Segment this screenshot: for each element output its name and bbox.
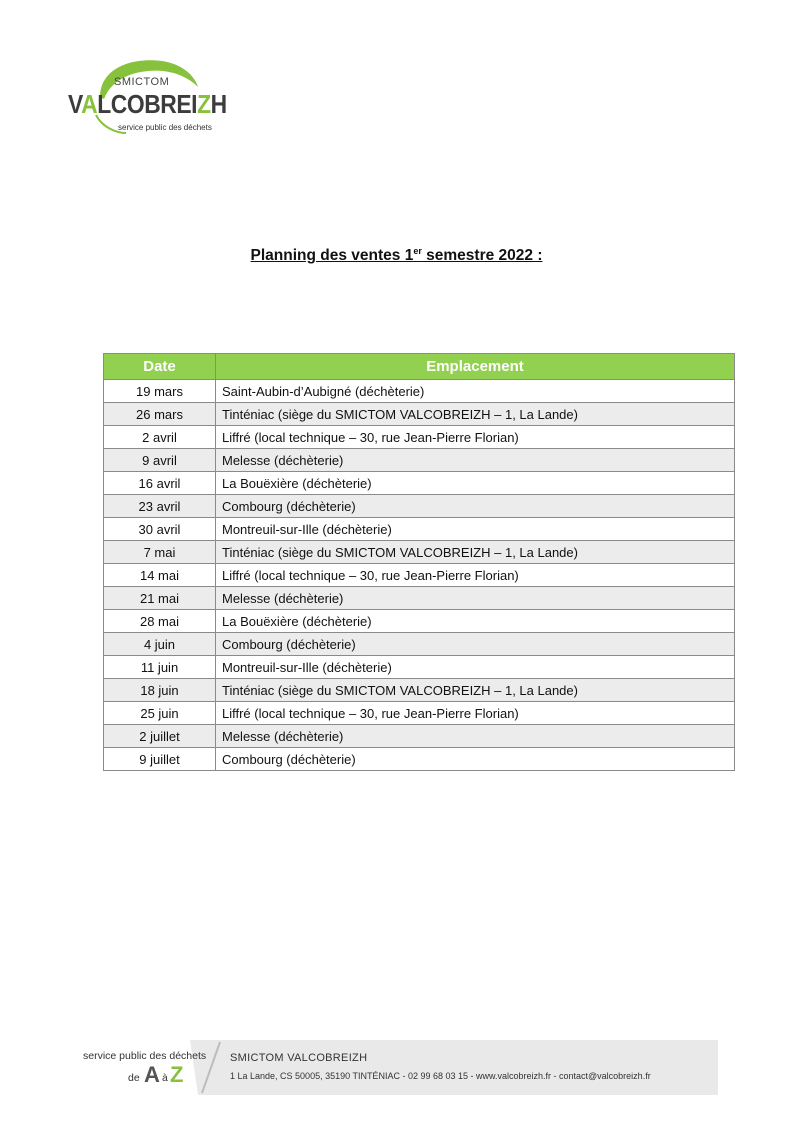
- row-date: 2 avril: [104, 426, 216, 449]
- table-row: [104, 449, 735, 472]
- row-date: 9 juillet: [104, 748, 216, 771]
- logo-smictom-text: SMICTOM: [114, 76, 170, 88]
- page-footer: [60, 1040, 718, 1095]
- row-date: 14 mai: [104, 564, 216, 587]
- row-date: 18 juin: [104, 679, 216, 702]
- row-location: Tinténiac (siège du SMICTOM VALCOBREIZH – 1, La Lande): [216, 679, 735, 702]
- row-location: Tinténiac (siège du SMICTOM VALCOBREIZH – 1, La Lande): [216, 403, 735, 426]
- row-date: 7 mai: [104, 541, 216, 564]
- row-location: La Bouëxière (déchèterie): [216, 472, 735, 495]
- table-row: [104, 702, 735, 725]
- logo-tagline: service public des déchets: [118, 123, 212, 132]
- table-row: [104, 518, 735, 541]
- row-location: Combourg (déchèterie): [216, 495, 735, 518]
- column-header-location: Emplacement: [216, 354, 735, 380]
- row-date: 11 juin: [104, 656, 216, 679]
- footer-tagline: service public des déchets: [83, 1050, 207, 1062]
- table-row: [104, 403, 735, 426]
- logo-brand-name: VALCOBREIZH: [68, 89, 227, 119]
- row-date: 25 juin: [104, 702, 216, 725]
- table-row: [104, 656, 735, 679]
- footer-address: 1 La Lande, CS 50005, 35190 TINTÉNIAC - 02 99 68 03 15 - www.valcobreizh.fr - contact@valcobreizh.fr: [230, 1071, 651, 1081]
- row-date: 21 mai: [104, 587, 216, 610]
- table-row: [104, 472, 735, 495]
- footer-divider-icon: [190, 1040, 230, 1095]
- table-row: [104, 495, 735, 518]
- table-row: [104, 587, 735, 610]
- table-row: [104, 610, 735, 633]
- row-date: 19 mars: [104, 380, 216, 403]
- row-date: 2 juillet: [104, 725, 216, 748]
- row-location: Combourg (déchèterie): [216, 748, 735, 771]
- row-date: 4 juin: [104, 633, 216, 656]
- column-header-date: Date: [104, 354, 216, 380]
- table-row: [104, 564, 735, 587]
- sales-schedule-table: [103, 353, 735, 771]
- row-location: Liffré (local technique – 30, rue Jean-Pierre Florian): [216, 564, 735, 587]
- table-row: [104, 541, 735, 564]
- row-date: 28 mai: [104, 610, 216, 633]
- footer-letter-z: Z: [170, 1062, 184, 1087]
- row-location: Combourg (déchèterie): [216, 633, 735, 656]
- row-date: 30 avril: [104, 518, 216, 541]
- row-date: 23 avril: [104, 495, 216, 518]
- footer-de-text: de: [128, 1072, 140, 1084]
- row-location: Melesse (déchèterie): [216, 449, 735, 472]
- row-location: La Bouëxière (déchèterie): [216, 610, 735, 633]
- footer-org-name: SMICTOM VALCOBREIZH: [230, 1052, 368, 1064]
- row-date: 9 avril: [104, 449, 216, 472]
- table-row: [104, 633, 735, 656]
- table-row: [104, 748, 735, 771]
- footer-a-word: à: [162, 1072, 168, 1084]
- row-location: Melesse (déchèterie): [216, 587, 735, 610]
- company-logo: [60, 55, 230, 140]
- page-title: Planning des ventes 1er semestre 2022 :: [250, 246, 543, 264]
- row-location: Liffré (local technique – 30, rue Jean-Pierre Florian): [216, 426, 735, 449]
- table-header-row: [104, 354, 735, 380]
- table-row: [104, 426, 735, 449]
- table-row: [104, 380, 735, 403]
- row-date: 26 mars: [104, 403, 216, 426]
- row-location: Montreuil-sur-Ille (déchèterie): [216, 518, 735, 541]
- row-location: Tinténiac (siège du SMICTOM VALCOBREIZH – 1, La Lande): [216, 541, 735, 564]
- row-location: Montreuil-sur-Ille (déchèterie): [216, 656, 735, 679]
- table-row: [104, 679, 735, 702]
- table-row: [104, 725, 735, 748]
- row-date: 16 avril: [104, 472, 216, 495]
- footer-letter-a: A: [144, 1062, 160, 1087]
- row-location: Melesse (déchèterie): [216, 725, 735, 748]
- row-location: Liffré (local technique – 30, rue Jean-Pierre Florian): [216, 702, 735, 725]
- row-location: Saint-Aubin-d’Aubigné (déchèterie): [216, 380, 735, 403]
